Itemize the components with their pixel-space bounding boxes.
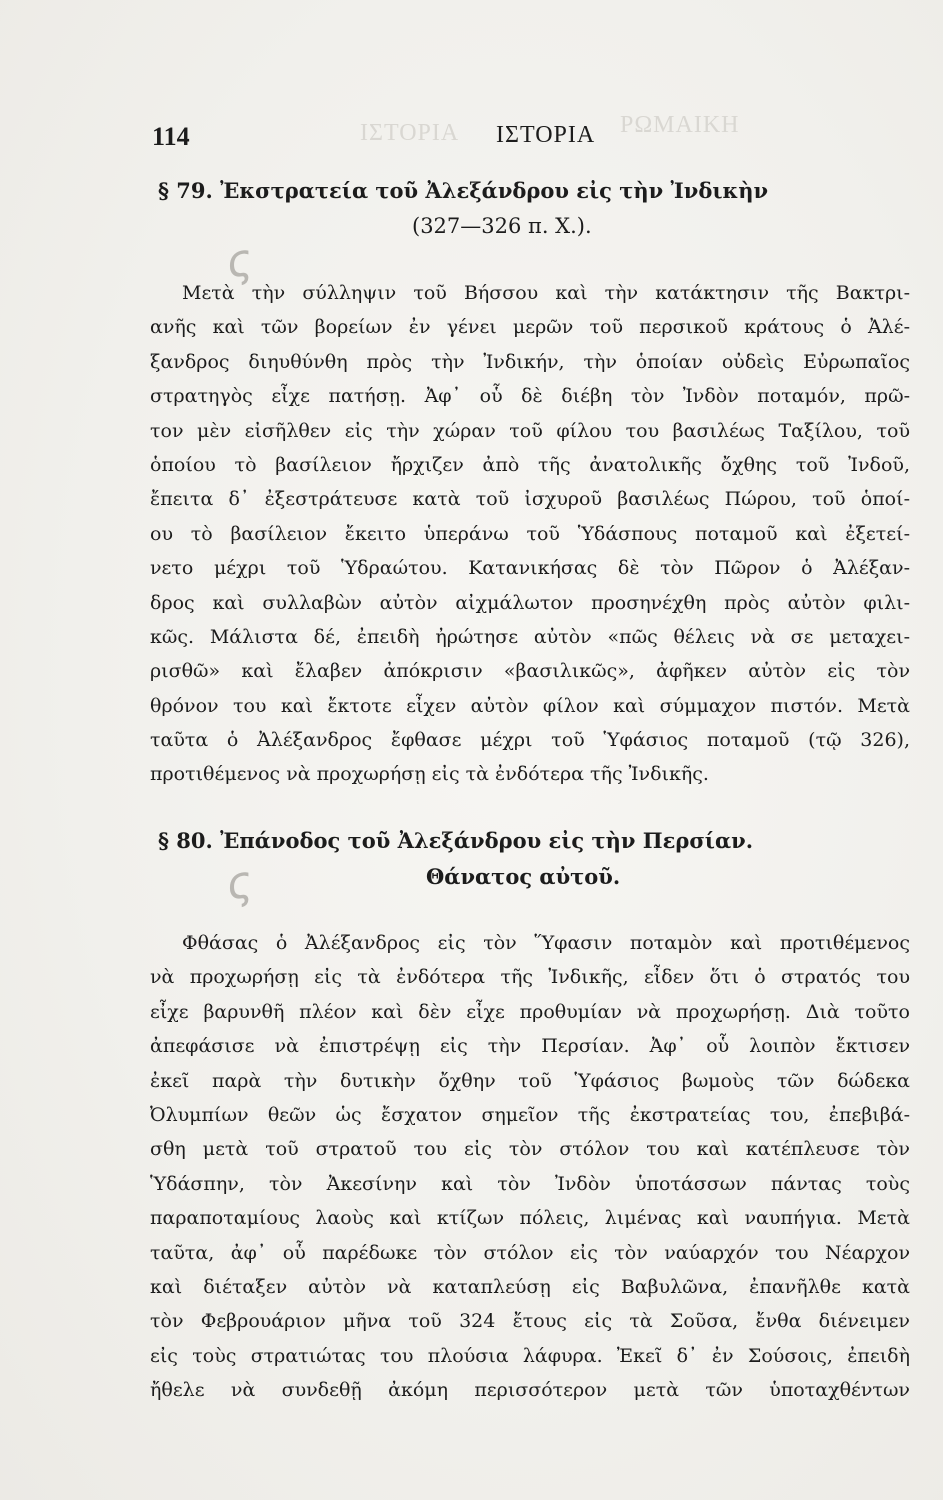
text-line: ταῦτα ὁ Ἀλέξανδρος ἔφθασε μέχρι τοῦ Ὑφάσιος ποταμοῦ (τῷ 326), [150, 729, 910, 752]
text-line: στρατηγὸς εἶχε πατήσῃ. Ἀφ᾽ οὗ δὲ διέβη τὸν Ἰνδὸν ποταμόν, πρῶ- [150, 385, 910, 408]
bleed-through-text: ΙΣΤΟΡΙΑ [360, 120, 460, 146]
text-line: καὶ διέταξεν αὐτὸν νὰ καταπλεύσῃ εἰς Βαβυλῶνα, ἐπανῆλθε κατὰ [150, 1275, 910, 1298]
running-title: ΙΣΤΟΡΙΑ [496, 122, 596, 148]
pencil-mark: ς [220, 233, 257, 290]
text-line: ρισθῶ» καὶ ἔλαβεν ἀπόκρισιν «βασιλικῶς», ἀφῆκεν αὐτὸν εἰς τὸν [150, 660, 910, 683]
text-line: ξανδρος διηυθύνθη πρὸς τὴν Ἰνδικήν, τὴν ὁποίαν οὐδεὶς Εὐρωπαῖος [150, 350, 910, 373]
text-line: θρόνον του καὶ ἔκτοτε εἶχεν αὐτὸν φίλον καὶ σύμμαχον πιστόν. Μετὰ [150, 694, 910, 717]
text-line: ου τὸ βασίλειον ἔκειτο ὑπεράνω τοῦ Ὑδάσπους ποταμοῦ καὶ ἐξετεί- [150, 522, 910, 545]
text-line: ἐκεῖ παρὰ τὴν δυτικὴν ὄχθην τοῦ Ὑφάσιος βωμοὺς τῶν δώδεκα [150, 1069, 910, 1092]
text-line: τὸν Φεβρουάριον μῆνα τοῦ 324 ἔτους εἰς τὰ Σοῦσα, ἔνθα διένειμεν [150, 1310, 910, 1333]
text-line: παραποταμίους λαοὺς καὶ κτίζων πόλεις, λιμένας καὶ ναυπήγια. Μετὰ [150, 1207, 910, 1230]
section-79-body [150, 276, 910, 792]
text-line: ταῦτα, ἀφ᾽ οὗ παρέδωκε τὸν στόλον εἰς τὸν ναύαρχόν του Νέαρχον [150, 1241, 910, 1264]
section-80-body [150, 926, 910, 1407]
text-line: κῶς. Μάλιστα δέ, ἐπειδὴ ἠρώτησε αὐτὸν «πῶς θέλεις νὰ σε μεταχει- [150, 625, 910, 648]
section-80-subheading: Θάνατος αὐτοῦ. [426, 864, 621, 889]
text-line: νετο μέχρι τοῦ Ὑδραώτου. Κατανικήσας δὲ τὸν Πῶρον ὁ Ἀλέξαν- [150, 557, 910, 580]
text-line: Ὑδάσπην, τὸν Ἀκεσίνην καὶ τὸν Ἰνδὸν ὑποτάσσων πάντας τοὺς [150, 1172, 910, 1195]
page-number: 114 [152, 122, 190, 151]
section-79-heading: § 79. Ἐκστρατεία τοῦ Ἀλεξάνδρου εἰς τὴν Ἰνδικὴν [158, 178, 769, 203]
text-line: ὁποίου τὸ βασίλειον ἤρχιζεν ἀπὸ τῆς ἀνατολικῆς ὄχθης τοῦ Ἰνδοῦ, [150, 453, 910, 476]
text-line: δρος καὶ συλλαβὼν αὐτὸν αἰχμάλωτον προσηνέχθη πρὸς αὐτὸν φιλι- [150, 591, 910, 614]
text-line: ἤθελε νὰ συνδεθῇ ἀκόμη περισσότερον μετὰ τῶν ὑποταχθέντων [150, 1379, 910, 1402]
bleed-through-text: ΡΩΜΑΙΚΗ [620, 112, 740, 138]
text-line: τον μὲν εἰσῆλθεν εἰς τὴν χώραν τοῦ φίλου του βασιλέως Ταξίλου, τοῦ [150, 419, 910, 442]
text-line: εἰς τοὺς στρατιώτας του πλούσια λάφυρα. Ἐκεῖ δ᾽ ἐν Σούσοις, ἐπειδὴ [150, 1344, 910, 1367]
pencil-mark: ς [220, 855, 257, 912]
text-line: νὰ προχωρήσῃ εἰς τὰ ἐνδότερα τῆς Ἰνδικῆς, εἶδεν ὅτι ὁ στρατός του [150, 966, 910, 989]
text-line: ἀπεφάσισε νὰ ἐπιστρέψῃ εἰς τὴν Περσίαν. Ἀφ᾽ οὗ λοιπὸν ἔκτισεν [150, 1035, 910, 1058]
section-80-heading: § 80. Ἐπάνοδος τοῦ Ἀλεξάνδρου εἰς τὴν Περσίαν. [158, 828, 754, 853]
section-79-dates: (327—326 π. Χ.). [412, 214, 592, 238]
text-line: σθη μετὰ τοῦ στρατοῦ του εἰς τὸν στόλον του καὶ κατέπλευσε τὸν [150, 1138, 910, 1161]
text-line: ανῆς καὶ τῶν βορείων ἐν γένει μερῶν τοῦ περσικοῦ κράτους ὁ Ἀλέ- [150, 316, 910, 339]
text-line: προτιθέμενος νὰ προχωρήσῃ εἰς τὰ ἐνδότερα τῆς Ἰνδικῆς. [150, 763, 709, 786]
text-line: Ὀλυμπίων θεῶν ὡς ἔσχατον σημεῖον τῆς ἐκστρατείας του, ἐπεβιβά- [150, 1103, 910, 1126]
text-line: Φθάσας ὁ Ἀλέξανδρος εἰς τὸν Ὕφασιν ποταμὸν καὶ προτιθέμενος [182, 932, 910, 954]
text-line: εἶχε βαρυνθῆ πλέον καὶ δὲν εἶχε προθυμίαν νὰ προχωρήσῃ. Διὰ τοῦτο [150, 1000, 910, 1023]
text-line: Μετὰ τὴν σύλληψιν τοῦ Βήσσου καὶ τὴν κατάκτησιν τῆς Βακτρι- [182, 282, 910, 304]
text-line: ἔπειτα δ᾽ ἐξεστράτευσε κατὰ τοῦ ἰσχυροῦ βασιλέως Πώρου, τοῦ ὁποί- [150, 488, 910, 511]
